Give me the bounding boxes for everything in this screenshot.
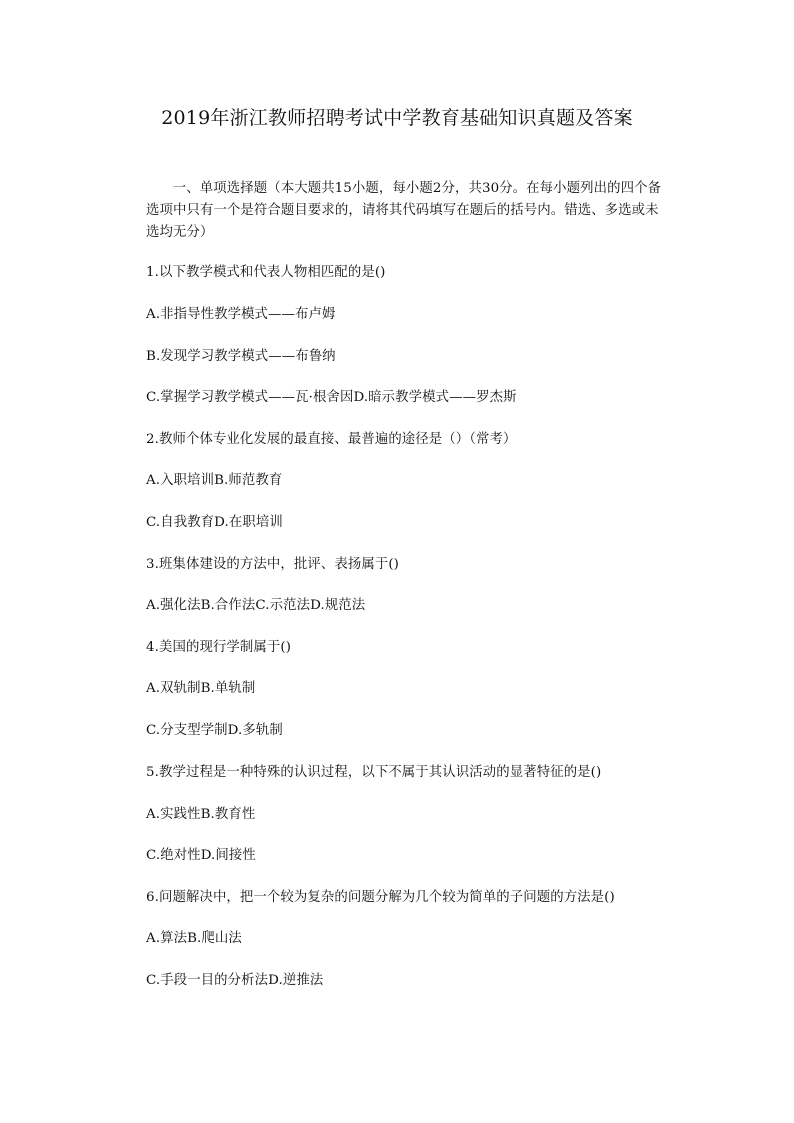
question-5-options-c-d: C.绝对性D.间接性 [146,848,256,863]
question-3-stem: 3.班集体建设的方法中，批评、表扬属于() [146,557,399,572]
question-4-options-a-b: A.双轨制B.单轨制 [146,681,256,696]
question-5-options-a-b: A.实践性B.教育性 [146,807,256,822]
question-4-options-c-d: C.分支型学制D.多轨制 [146,723,283,738]
question-6-options-c-d: C.手段一目的分析法D.逆推法 [146,973,324,988]
question-1-option-a: A.非指导性教学模式——布卢姆 [146,307,336,322]
question-1-stem: 1.以下教学模式和代表人物相匹配的是() [146,265,386,280]
question-5-stem: 5.教学过程是一种特殊的认识过程，以下不属于其认识活动的显著特征的是() [146,765,602,780]
section-instructions: 一、单项选择题（本大题共15小题，每小题2分，共30分。在每小题列出的四个备选项中只有一个是符合题目要求的，请将其代码填写在题后的括号内。错选、多选或未选均无分） [146,181,662,240]
question-6-stem: 6.问题解决中，把一个较为复杂的问题分解为几个较为简单的子问题的方法是() [146,890,615,905]
question-2-stem: 2.教师个体专业化发展的最直接、最普遍的途径是（）（常考） [146,432,517,447]
question-3-options: A.强化法B.合作法C.示范法D.规范法 [146,598,366,613]
question-6-options-a-b: A.算法B.爬山法 [146,931,242,946]
question-2-options-a-b: A.入职培训B.师范教育 [146,473,283,488]
question-1-options-c-d: C.掌握学习教学模式——瓦·根舍因D.暗示教学模式——罗杰斯 [146,390,517,405]
question-1-option-b: B.发现学习教学模式——布鲁纳 [146,349,336,364]
question-4-stem: 4.美国的现行学制属于() [146,640,292,655]
page-title: 2019年浙江教师招聘考试中学教育基础知识真题及答案 [161,107,633,129]
question-2-options-c-d: C.自我教育D.在职培训 [146,515,283,530]
